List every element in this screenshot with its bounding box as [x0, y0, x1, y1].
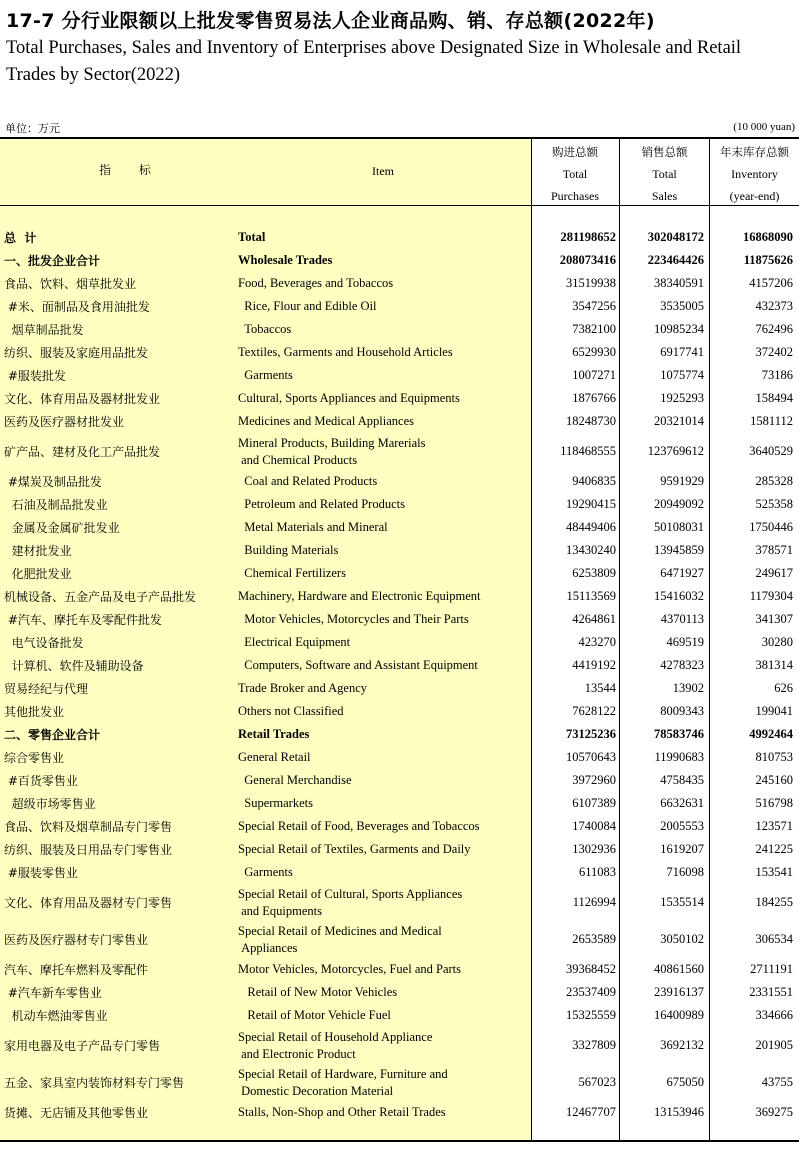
cell-inventory: 11875626: [743, 253, 793, 267]
row-label-en: General Retail: [238, 750, 311, 764]
cell-total-purchases: 13544: [584, 681, 616, 695]
cell-inventory: 372402: [755, 345, 793, 359]
cell-inventory: 378571: [755, 543, 793, 557]
cell-total-purchases: 23537409: [566, 985, 616, 999]
header-inventory-cn: 年末库存总额: [720, 145, 789, 159]
table-row: [0, 341, 799, 364]
page-title-en: Total Purchases, Sales and Inventory of Enterprises above Designated Size in Wholesale and Retail Trades by Sector(2022): [6, 38, 742, 85]
cell-inventory: 123571: [755, 819, 793, 833]
row-label-en: General Merchandise: [238, 773, 352, 787]
row-label-cn: 纺织、服装及家庭用品批发: [4, 346, 149, 360]
cell-inventory: 525358: [755, 497, 793, 511]
cell-inventory: 306534: [755, 932, 793, 946]
table-row: [0, 608, 799, 631]
row-label-cn: 机械设备、五金产品及电子产品批发: [4, 590, 197, 604]
header-sales-en1: Total: [652, 167, 677, 181]
cell-total-purchases: 9406835: [572, 474, 616, 488]
cell-inventory: 245160: [755, 773, 793, 787]
cell-inventory: 369275: [755, 1105, 793, 1119]
cell-total-purchases: 6107389: [572, 796, 616, 810]
cell-inventory: 432373: [755, 299, 793, 313]
cell-total-purchases: 3327809: [572, 1038, 616, 1052]
cell-total-purchases: 3547256: [572, 299, 616, 313]
row-label-cn: 总 计: [4, 231, 37, 245]
cell-total-purchases: 39368452: [566, 962, 616, 976]
row-label-cn: 食品、饮料及烟草制品专门零售: [4, 820, 173, 834]
row-label-cn: 超级市场零售业: [4, 797, 96, 811]
row-label-cn: 石油及制品批发业: [4, 498, 108, 512]
row-label-cn: 矿产品、建材及化工产品批发: [4, 445, 161, 459]
cell-total-purchases: 12467707: [566, 1105, 616, 1119]
cell-total-sales: 16400989: [654, 1008, 704, 1022]
cell-inventory: 810753: [755, 750, 793, 764]
cell-total-sales: 50108031: [654, 520, 704, 534]
cell-total-purchases: 10570643: [566, 750, 616, 764]
row-label-cn: 医药及医疗器材专门零售业: [4, 933, 149, 947]
row-label-en: Special Retail of Household Appliance and Electronic Product: [238, 1029, 433, 1061]
cell-total-purchases: 15325559: [566, 1008, 616, 1022]
row-label-cn: #服装批发: [4, 369, 66, 383]
cell-inventory: 43755: [761, 1075, 793, 1089]
cell-total-purchases: 73125236: [566, 727, 616, 741]
cell-total-purchases: 4419192: [572, 658, 616, 672]
row-label-en: Special Retail of Textiles, Garments and Daily: [238, 842, 471, 856]
table-row: [0, 677, 799, 700]
cell-inventory: 16868090: [743, 230, 793, 244]
table-row: [0, 364, 799, 387]
cell-total-sales: 4370113: [660, 612, 704, 626]
cell-total-sales: 4278323: [660, 658, 704, 672]
table-row: [0, 433, 799, 470]
table-row: [0, 493, 799, 516]
cell-inventory: 1581112: [750, 414, 793, 428]
cell-inventory: 4992464: [749, 727, 793, 741]
row-label-en: Motor Vehicles, Motorcycles and Their Parts: [238, 612, 469, 626]
table-row: [0, 585, 799, 608]
table-row: [0, 746, 799, 769]
cell-total-sales: 1075774: [660, 368, 704, 382]
row-label-en: Retail of New Motor Vehicles: [238, 985, 398, 999]
cell-total-sales: 9591929: [660, 474, 704, 488]
row-label-en: Special Retail of Cultural, Sports Appliances and Equipments: [238, 886, 463, 918]
row-label-en: Rice, Flour and Edible Oil: [238, 299, 377, 313]
table-row: [0, 921, 799, 958]
cell-total-sales: 302048172: [647, 230, 704, 244]
cell-total-sales: 38340591: [654, 276, 704, 290]
cell-inventory: 184255: [755, 895, 793, 909]
cell-total-purchases: 1302936: [572, 842, 616, 856]
row-label-en: Retail of Motor Vehicle Fuel: [238, 1008, 391, 1022]
cell-inventory: 241225: [755, 842, 793, 856]
row-label-en: Building Materials: [238, 543, 339, 557]
row-label-en: Special Retail of Medicines and Medical Appliances: [238, 923, 442, 955]
table-row: [0, 838, 799, 861]
cell-total-sales: 6917741: [660, 345, 704, 359]
cell-total-purchases: 611083: [578, 865, 616, 879]
cell-total-purchases: 6529930: [572, 345, 616, 359]
cell-total-sales: 223464426: [647, 253, 704, 267]
cell-total-purchases: 4264861: [572, 612, 616, 626]
row-label-cn: 五金、家具室内装饰材料专门零售: [4, 1076, 185, 1090]
table-row: [0, 562, 799, 585]
table-row: [0, 981, 799, 1004]
row-label-en: Cultural, Sports Appliances and Equipments: [238, 391, 460, 405]
table-body: [0, 226, 799, 1124]
cell-total-purchases: 281198652: [560, 230, 616, 244]
cell-total-purchases: 6253809: [572, 566, 616, 580]
cell-total-sales: 3050102: [660, 932, 704, 946]
table-row: [0, 723, 799, 746]
cell-inventory: 2711191: [750, 962, 793, 976]
table-row: [0, 1027, 799, 1064]
row-label-cn: 家用电器及电子产品专门零售: [4, 1039, 161, 1053]
cell-total-purchases: 423270: [578, 635, 616, 649]
row-label-cn: 建材批发业: [4, 544, 72, 558]
cell-total-sales: 675050: [666, 1075, 704, 1089]
cell-total-sales: 469519: [666, 635, 704, 649]
table-row: [0, 387, 799, 410]
row-label-en: Food, Beverages and Tobaccos: [238, 276, 394, 290]
row-label-en: Coal and Related Products: [238, 474, 378, 488]
cell-total-sales: 6632631: [660, 796, 704, 810]
row-label-cn: 一、批发企业合计: [4, 254, 101, 268]
header-purchases-en1: Total: [562, 167, 588, 181]
cell-inventory: 249617: [755, 566, 793, 580]
header-purchases-en2: Purchases: [551, 189, 599, 203]
row-label-en: Stalls, Non-Shop and Other Retail Trades: [238, 1105, 446, 1119]
cell-inventory: 1179304: [749, 589, 793, 603]
header-indicator-cn: 指 标: [99, 163, 163, 177]
table-bottom-rule: [0, 1140, 799, 1142]
row-label-cn: 金属及金属矿批发业: [4, 521, 120, 535]
cell-total-sales: 8009343: [660, 704, 704, 718]
header-inventory-en2: (year-end): [729, 189, 780, 203]
row-label-cn: 机动车燃油零售业: [4, 1009, 108, 1023]
cell-total-sales: 3535005: [660, 299, 704, 313]
cell-inventory: 516798: [755, 796, 793, 810]
row-label-cn: 综合零售业: [4, 751, 65, 765]
table-row: [0, 318, 799, 341]
header-inventory-en1: Inventory: [731, 167, 778, 181]
cell-total-purchases: 3972960: [572, 773, 616, 787]
cell-inventory: 1750446: [749, 520, 793, 534]
row-label-cn: 计算机、软件及辅助设备: [4, 659, 144, 673]
cell-inventory: 30280: [761, 635, 793, 649]
cell-total-sales: 6471927: [660, 566, 704, 580]
table-row: [0, 272, 799, 295]
cell-inventory: 334666: [755, 1008, 793, 1022]
cell-total-sales: 13153946: [654, 1105, 704, 1119]
cell-total-sales: 15416032: [654, 589, 704, 603]
row-label-cn: #煤炭及制品批发: [4, 475, 102, 489]
cell-total-purchases: 1740084: [572, 819, 616, 833]
cell-total-purchases: 7628122: [572, 704, 616, 718]
cell-total-purchases: 118468555: [560, 444, 616, 458]
cell-total-sales: 10985234: [654, 322, 704, 336]
table-row: [0, 470, 799, 493]
page-title-cn: 17-7 分行业限额以上批发零售贸易法人企业商品购、销、存总额(2022年): [6, 10, 655, 32]
row-label-cn: #百货零售业: [4, 774, 78, 788]
cell-total-purchases: 1007271: [572, 368, 616, 382]
row-label-cn: 文化、体育用品及器材批发业: [4, 392, 161, 406]
cell-inventory: 153541: [755, 865, 793, 879]
row-label-en: Others not Classified: [238, 704, 344, 718]
cell-inventory: 158494: [755, 391, 793, 405]
cell-inventory: 626: [774, 681, 793, 695]
row-label-cn: #汽车、摩托车及零配件批发: [4, 613, 162, 627]
row-label-en: Medicines and Medical Appliances: [238, 414, 414, 428]
row-label-cn: 化肥批发业: [4, 567, 72, 581]
cell-total-purchases: 1876766: [572, 391, 616, 405]
cell-inventory: 2331551: [749, 985, 793, 999]
row-label-en: Supermarkets: [238, 796, 313, 810]
row-label-en: Tobaccos: [238, 322, 292, 336]
cell-total-sales: 20321014: [654, 414, 704, 428]
header-sales-en2: Sales: [651, 189, 678, 203]
row-label-en: Petroleum and Related Products: [238, 497, 405, 511]
row-label-cn: 电气设备批发: [4, 636, 84, 650]
row-label-en: Computers, Software and Assistant Equipment: [238, 658, 478, 672]
cell-total-sales: 1535514: [660, 895, 704, 909]
table-row: [0, 631, 799, 654]
header-total-sales: [620, 141, 709, 207]
table-row: [0, 295, 799, 318]
table-row: [0, 410, 799, 433]
cell-inventory: 4157206: [749, 276, 793, 290]
row-label-cn: 食品、饮料、烟草批发业: [4, 277, 137, 291]
table-top-rule: [0, 137, 799, 139]
row-label-cn: 货摊、无店铺及其他零售业: [4, 1106, 149, 1120]
cell-total-purchases: 13430240: [566, 543, 616, 557]
table-row: [0, 226, 799, 249]
table-row: [0, 516, 799, 539]
cell-total-purchases: 31519938: [566, 276, 616, 290]
unit-label-cn: 单位：万元: [5, 122, 60, 135]
row-label-en: Garments: [238, 368, 293, 382]
row-label-en: Wholesale Trades: [238, 253, 333, 267]
cell-total-sales: 716098: [666, 865, 704, 879]
header-sales-cn: 销售总额: [641, 145, 688, 159]
cell-total-purchases: 2653589: [572, 932, 616, 946]
cell-total-sales: 1619207: [660, 842, 704, 856]
row-label-en: Electrical Equipment: [238, 635, 351, 649]
row-label-cn: 贸易经纪与代理: [4, 682, 89, 696]
table-row: [0, 958, 799, 981]
table-row: [0, 1064, 799, 1101]
row-label-cn: 医药及医疗器材批发业: [4, 415, 125, 429]
row-label-en: Special Retail of Hardware, Furniture and Domestic Decoration Material: [238, 1066, 448, 1098]
row-label-en: Machinery, Hardware and Electronic Equipment: [238, 589, 481, 603]
cell-total-sales: 13945859: [654, 543, 704, 557]
row-label-cn: 纺织、服装及日用品专门零售业: [4, 843, 173, 857]
cell-total-purchases: 567023: [578, 1075, 616, 1089]
cell-total-purchases: 7382100: [572, 322, 616, 336]
cell-total-purchases: 48449406: [566, 520, 616, 534]
row-label-en: Garments: [238, 865, 293, 879]
cell-total-purchases: 15113569: [566, 589, 616, 603]
row-label-cn: 其他批发业: [4, 705, 65, 719]
table-row: [0, 815, 799, 838]
table-row: [0, 249, 799, 272]
table-row: [0, 792, 799, 815]
cell-total-purchases: 18248730: [566, 414, 616, 428]
cell-inventory: 199041: [755, 704, 793, 718]
cell-inventory: 285328: [755, 474, 793, 488]
cell-inventory: 73186: [761, 368, 793, 382]
row-label-en: Retail Trades: [238, 727, 310, 741]
cell-total-sales: 123769612: [647, 444, 704, 458]
row-label-cn: 文化、体育用品及器材专门零售: [4, 896, 173, 910]
cell-total-purchases: 19290415: [566, 497, 616, 511]
cell-total-purchases: 1126994: [572, 895, 616, 909]
table-row: [0, 700, 799, 723]
row-label-en: Motor Vehicles, Motorcycles, Fuel and Parts: [238, 962, 461, 976]
row-label-cn: 烟草制品批发: [4, 323, 84, 337]
row-label-cn: 汽车、摩托车燃料及零配件: [4, 963, 149, 977]
data-table: [0, 137, 799, 1142]
cell-inventory: 201905: [755, 1038, 793, 1052]
cell-inventory: 762496: [755, 322, 793, 336]
table-row: [0, 1004, 799, 1027]
row-label-en: Chemical Fertilizers: [238, 566, 346, 580]
cell-total-purchases: 208073416: [559, 253, 616, 267]
table-row: [0, 861, 799, 884]
header-total-purchases: [531, 141, 619, 207]
header-item-en: Item: [372, 164, 394, 178]
cell-total-sales: 13902: [672, 681, 704, 695]
row-label-en: Total: [238, 230, 266, 244]
cell-inventory: 341307: [755, 612, 793, 626]
table-row: [0, 539, 799, 562]
cell-total-sales: 23916137: [654, 985, 704, 999]
cell-total-sales: 3692132: [660, 1038, 704, 1052]
row-label-en: Trade Broker and Agency: [238, 681, 368, 695]
header-inventory: [710, 141, 799, 207]
header-purchases-cn: 购进总额: [552, 145, 598, 159]
cell-total-sales: 2005553: [660, 819, 704, 833]
cell-total-sales: 78583746: [654, 727, 704, 741]
table-row: [0, 769, 799, 792]
unit-label-en: (10 000 yuan): [733, 121, 795, 133]
row-label-cn: #服装零售业: [4, 866, 78, 880]
table-row: [0, 654, 799, 677]
row-label-cn: #汽车新车零售业: [4, 986, 102, 1000]
cell-total-sales: 4758435: [660, 773, 704, 787]
cell-total-sales: 11990683: [654, 750, 704, 764]
row-label-en: Textiles, Garments and Household Articles: [238, 345, 453, 359]
row-label-en: Special Retail of Food, Beverages and Tobaccos: [238, 819, 480, 833]
table-row: [0, 884, 799, 921]
cell-total-sales: 20949092: [654, 497, 704, 511]
row-label-en: Mineral Products, Building Marerials and Chemical Products: [238, 435, 426, 467]
table-row: [0, 1101, 799, 1124]
cell-inventory: 3640529: [749, 444, 793, 458]
cell-inventory: 381314: [755, 658, 793, 672]
row-label-cn: 二、零售企业合计: [4, 728, 101, 742]
cell-total-sales: 40861560: [654, 962, 704, 976]
cell-total-sales: 1925293: [660, 391, 704, 405]
row-label-cn: #米、面制品及食用油批发: [4, 300, 150, 314]
row-label-en: Metal Materials and Mineral: [238, 520, 388, 534]
